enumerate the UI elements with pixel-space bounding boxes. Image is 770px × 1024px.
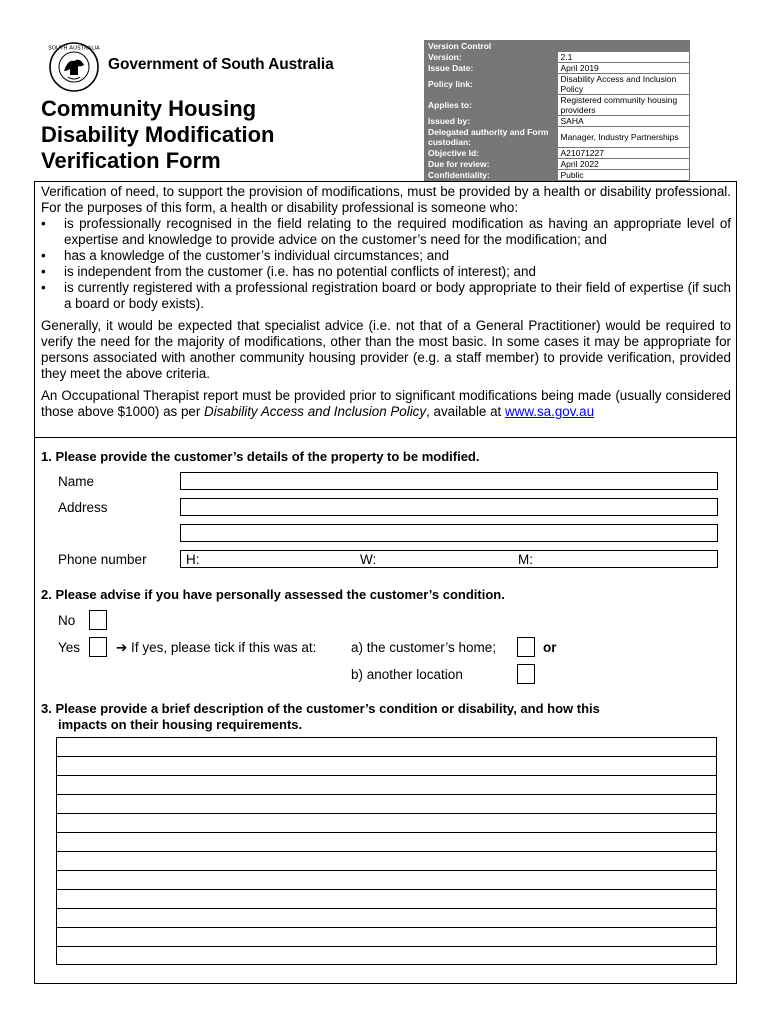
vc-key: Due for review: xyxy=(425,159,558,170)
version-control-heading: Version Control xyxy=(425,41,558,52)
criteria-item: • has a knowledge of the customer’s individual circumstances; and xyxy=(41,248,731,264)
vc-key: Delegated authority and Form custodian: xyxy=(425,127,558,148)
vc-value: 2.1 xyxy=(557,52,690,63)
option-another-location-label: b) another location xyxy=(351,667,463,682)
vc-value: Public xyxy=(557,170,690,181)
phone-label: Phone number xyxy=(58,552,147,567)
address-input-line-1[interactable] xyxy=(180,498,718,516)
if-yes-instruction: ➔ If yes, please tick if this was at: xyxy=(116,640,317,655)
vc-key: Issued by: xyxy=(425,116,558,127)
vc-key: Objective Id: xyxy=(425,148,558,159)
intro-paragraph: An Occupational Therapist report must be provided prior to significant modifications being made (usually considered those above $1000) as per Disability Access and Inclusion Policy, available at www.sa.gov.au xyxy=(41,388,731,419)
yes-label: Yes xyxy=(58,640,81,655)
title-line: Disability Modification xyxy=(41,122,275,147)
title-line: Community Housing xyxy=(41,96,257,121)
vc-key: Version: xyxy=(425,52,558,63)
vc-key: Policy link: xyxy=(425,74,558,95)
criteria-item: • is independent from the customer (i.e. has no potential conflicts of interest); and xyxy=(41,264,731,280)
section-1-question: 1. Please provide the customer’s details of the property to be modified. xyxy=(41,449,480,464)
title-line: Verification Form xyxy=(41,148,221,173)
vc-key: Applies to: xyxy=(425,95,558,116)
phone-home-label: H: xyxy=(186,552,200,567)
vc-value: Disability Access and Inclusion Policy xyxy=(557,74,690,95)
section-3-question: 3. Please provide a brief description of the customer’s condition or disability, and how this impacts on their housing requirements. xyxy=(41,701,600,732)
section-divider xyxy=(34,437,737,438)
intro-paragraph: Generally, it would be expected that specialist advice (i.e. not that of a General Practitioner) would be required to verify the need for the majority of modifications, other than the most basic. In some cases it may be appropriate for persons associated with another community housing provider (e.g. a staff member) to provide verification, provided they meet the above criteria. xyxy=(41,318,731,381)
vc-key: Issue Date: xyxy=(425,63,558,74)
vc-value: SAHA xyxy=(557,116,690,127)
vc-value: Manager, Industry Partnerships xyxy=(557,127,690,148)
phone-work-label: W: xyxy=(360,552,377,567)
no-checkbox[interactable] xyxy=(89,610,107,630)
yes-checkbox[interactable] xyxy=(89,637,107,657)
criteria-list xyxy=(41,216,731,312)
address-label: Address xyxy=(58,500,108,515)
description-textarea[interactable] xyxy=(56,737,717,965)
vc-value: A21071227 xyxy=(557,148,690,159)
criteria-item: • is currently registered with a professional registration board or body appropriate to their field of expertise (if such a board or body exists). xyxy=(41,280,731,312)
vc-value: April 2022 xyxy=(557,159,690,170)
address-input-line-2[interactable] xyxy=(180,524,718,542)
vc-value: Registered community housing providers xyxy=(557,95,690,116)
no-label: No xyxy=(58,613,76,628)
customer-home-checkbox[interactable] xyxy=(517,637,535,657)
government-crest-logo xyxy=(48,41,100,93)
name-label: Name xyxy=(58,474,95,489)
phone-input[interactable] xyxy=(180,550,718,568)
form-title xyxy=(41,96,274,174)
section-2-question: 2. Please advise if you have personally assessed the customer’s condition. xyxy=(41,587,505,602)
criteria-item: • is professionally recognised in the field relating to the required modification as having an appropriate level of expertise and knowledge to provide advice on the customer’s need for the modification; and xyxy=(41,216,731,248)
option-customer-home-label: a) the customer’s home; xyxy=(351,640,497,655)
svg-text:SOUTH AUSTRALIA: SOUTH AUSTRALIA xyxy=(48,45,100,52)
intro-paragraph: Verification of need, to support the provision of modifications, must be provided by a health or disability professional. For the purposes of this form, a health or disability professional is someone who: xyxy=(41,184,731,215)
sa-gov-link[interactable]: www.sa.gov.au xyxy=(504,404,595,419)
name-input[interactable] xyxy=(180,472,718,490)
or-label: or xyxy=(543,640,557,655)
version-control-table xyxy=(424,40,690,181)
phone-mobile-label: M: xyxy=(518,552,533,567)
organisation-name: Government of South Australia xyxy=(108,56,334,73)
intro-section xyxy=(41,184,731,426)
vc-value: April 2019 xyxy=(557,63,690,74)
policy-name: Disability Access and Inclusion Policy xyxy=(204,404,427,419)
vc-key: Confidentiality: xyxy=(425,170,558,181)
another-location-checkbox[interactable] xyxy=(517,664,535,684)
